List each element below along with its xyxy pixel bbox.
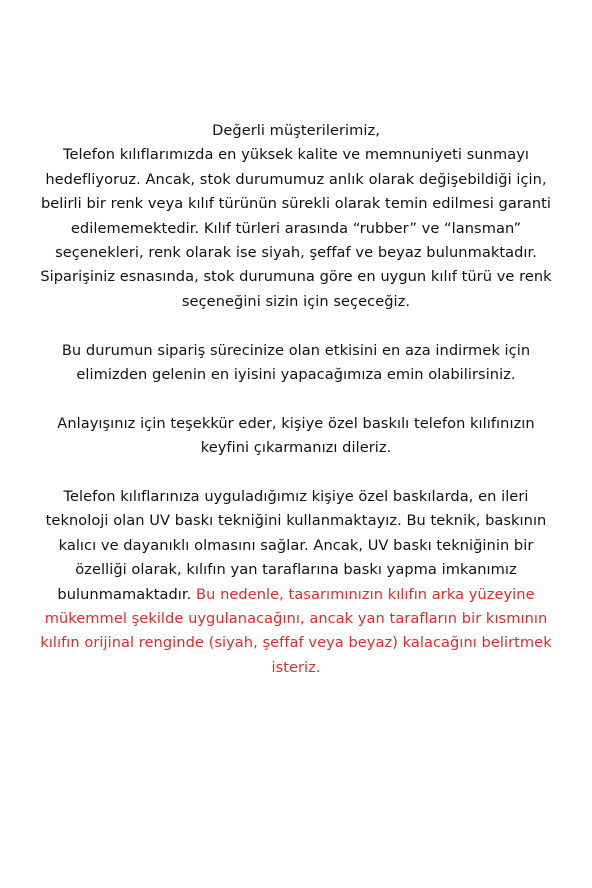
- stock-notice-paragraph: [34, 119, 558, 314]
- stock-notice-text: Telefon kılıflarımızda en yüksek kalite ve memnuniyeti sunmayı hedefliyoruz. Ancak, stok durumumuz anlık olarak değişebildiği için, belirli bir renk veya kılıf türünün sürekli olarak temin edilmesi garanti edilememektedir. Kılıf türleri arasında “rubber” ve “lansman” seçenekleri, renk olarak ise siyah, şeffaf ve beyaz bulunmaktadır. Siparişiniz esnasında, stok durumuna göre en uygun kılıf türü ve renk seçeneğini sizin için seçeceğiz.: [40, 146, 552, 310]
- customer-notice: [34, 119, 558, 680]
- uv-print-paragraph: [34, 485, 558, 680]
- uv-print-text: Telefon kılıflarınıza uyguladığımız kişiye özel baskılarda, en ileri teknoloji olan UV baskı tekniğini kullanmaktayız. Bu teknik, baskının kalıcı ve dayanıklı olmasını sağlar. Ancak, UV baskı tekniğinin bir özelliği olarak, kılıfın yan taraflarına baskı yapma imkanımız bulunmamaktadır.: [45, 488, 547, 603]
- thanks-paragraph: Anlayışınız için teşekkür eder, kişiye özel baskılı telefon kılıfınızın keyfini çıkarmanızı dileriz.: [57, 414, 535, 457]
- greeting: Değerli müşterilerimiz,: [212, 122, 380, 139]
- assurance-paragraph: Bu durumun sipariş sürecinize olan etkisini en aza indirmek için elimizden gelenin en iyisini yapacağımıza emin olabilirsiniz.: [61, 341, 531, 384]
- side-print-warning: Bu nedenle, tasarımınızın kılıfın arka yüzeyine mükemmel şekilde uygulanacağını, ancak yan tarafların bir kısmının kılıfın orijinal renginde (siyah, şeffaf veya beyaz) kalacağını belirtmek isteriz.: [40, 585, 552, 676]
